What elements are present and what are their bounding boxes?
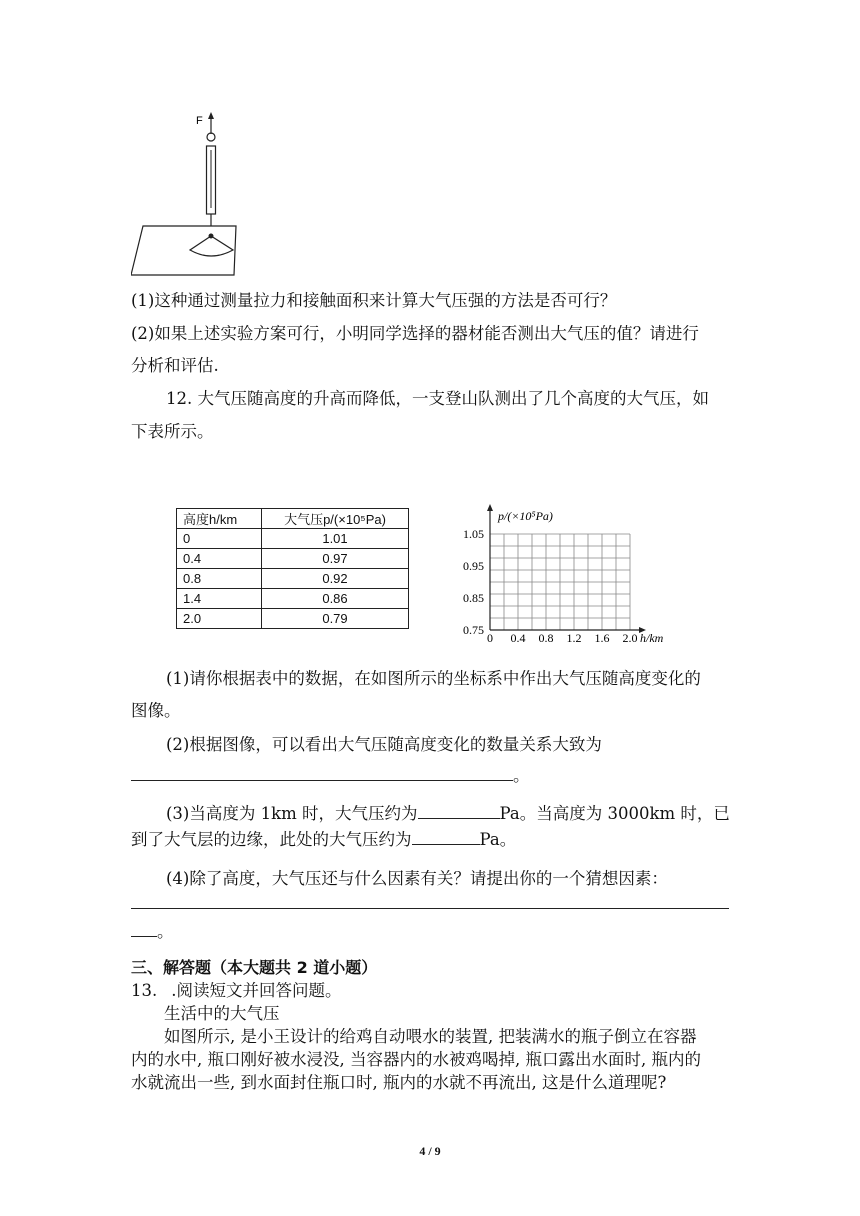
q12-sub3-text-d: Pa。 [479, 830, 517, 849]
table-cell: 1.4 [177, 589, 262, 609]
q12-intro-line2: 下表所示。 [131, 422, 214, 441]
force-label: F [196, 115, 203, 127]
article-para-line2: 内的水中, 瓶口刚好被水浸没, 当容器内的水被鸡喝掉, 瓶口露出水面时, 瓶内的 [131, 1050, 701, 1069]
table-cell: 1.01 [262, 529, 409, 549]
q12-sub2-line1: (2)根据图像，可以看出大气压随高度变化的数量关系大致为 [166, 735, 602, 754]
table-row [177, 609, 409, 629]
pressure-graph [460, 504, 680, 646]
y-tick-label: 0.95 [463, 559, 484, 573]
q13-instruction: .阅读短文并回答问题。 [171, 981, 342, 1000]
answer-blank[interactable] [131, 920, 157, 937]
q12-intro-line1: 12. 大气压随高度的升高而降低，一支登山队测出了几个高度的大气压，如 [166, 389, 709, 408]
sentence-end: 。 [513, 766, 530, 785]
table-cell: 0.79 [262, 609, 409, 629]
x-tick-label: 0.4 [510, 631, 526, 645]
q12-sub3-line2 [131, 828, 516, 851]
page-number: 4 / 9 [419, 1144, 441, 1158]
article-para-line3: 水就流出一些, 到水面封住瓶口时, 瓶内的水就不再流出, 这是什么道理呢? [131, 1073, 667, 1092]
q12-sub4-line2 [131, 920, 174, 943]
table-cell: 0.8 [177, 569, 262, 589]
x-axis-label: h/km [640, 631, 664, 645]
y-tick-label: 0.75 [463, 623, 484, 637]
q12-sub3-line1 [166, 802, 730, 825]
y-axis-arrow [487, 504, 493, 511]
x-tick-label: 0 [487, 631, 493, 645]
table-header-height: 高度h/km [177, 509, 262, 529]
y-tick-label: 1.05 [463, 527, 484, 541]
table-cell: 0.97 [262, 549, 409, 569]
q13-line [131, 980, 342, 1002]
table-header-row [177, 509, 409, 529]
table-cell: 0.4 [177, 549, 262, 569]
answer-blank[interactable] [412, 828, 480, 845]
q12-sub3-text-c: 到了大气层的边缘，此处的大气压约为 [131, 830, 412, 849]
article-para-line1: 如图所示, 是小王设计的给鸡自动喂水的装置, 把装满水的瓶子倒立在容器 [164, 1027, 697, 1046]
pressure-table [176, 508, 409, 629]
table-cell: 0.92 [262, 569, 409, 589]
x-tick-label: 2.0 [622, 631, 638, 645]
graph-grid [490, 534, 630, 630]
table-row [177, 549, 409, 569]
article-title: 生活中的大气压 [164, 1004, 280, 1023]
q12-sub1-line1: (1)请你根据表中的数据，在如图所示的坐标系中作出大气压随高度变化的 [166, 669, 701, 688]
y-tick-label: 0.85 [463, 591, 484, 605]
table-row [177, 589, 409, 609]
q11-sub1: (1)这种通过测量拉力和接触面积来计算大气压强的方法是否可行？ [131, 291, 617, 310]
answer-blank[interactable] [418, 802, 500, 819]
answer-blank[interactable] [131, 908, 729, 909]
section-heading: 三、解答题（本大题共 2 道小题） [131, 958, 378, 977]
table-cell: 0 [177, 529, 262, 549]
sentence-end: 。 [157, 922, 174, 941]
q12-sub1-line2: 图像。 [131, 701, 181, 720]
q12-sub3-text-a: (3)当高度为 1km 时，大气压约为 [166, 804, 418, 823]
experiment-figure [131, 112, 241, 282]
table-row [177, 569, 409, 589]
q12-sub3-text-b: Pa。当高度为 3000km 时，已 [499, 804, 730, 823]
y-axis-label: p/(×10⁵Pa) [498, 509, 553, 523]
q12-sub2-line2 [131, 764, 530, 787]
answer-blank[interactable] [131, 764, 513, 781]
table-header-pressure: 大气压p/(×10⁵Pa) [262, 509, 409, 529]
x-tick-label: 1.6 [594, 631, 610, 645]
x-tick-label: 1.2 [566, 631, 582, 645]
question-number: 13. [131, 981, 158, 1000]
q12-sub4-line1: (4)除了高度，大气压还与什么因素有关？请提出你的一个猜想因素： [166, 869, 668, 888]
table-row [177, 529, 409, 549]
x-tick-label: 0.8 [538, 631, 554, 645]
table-cell: 2.0 [177, 609, 262, 629]
q11-sub2-line2: 分析和评估. [131, 356, 219, 375]
table-cell: 0.86 [262, 589, 409, 609]
q11-sub2-line1: (2)如果上述实验方案可行，小明同学选择的器材能否测出大气压的值？请进行 [131, 324, 699, 343]
